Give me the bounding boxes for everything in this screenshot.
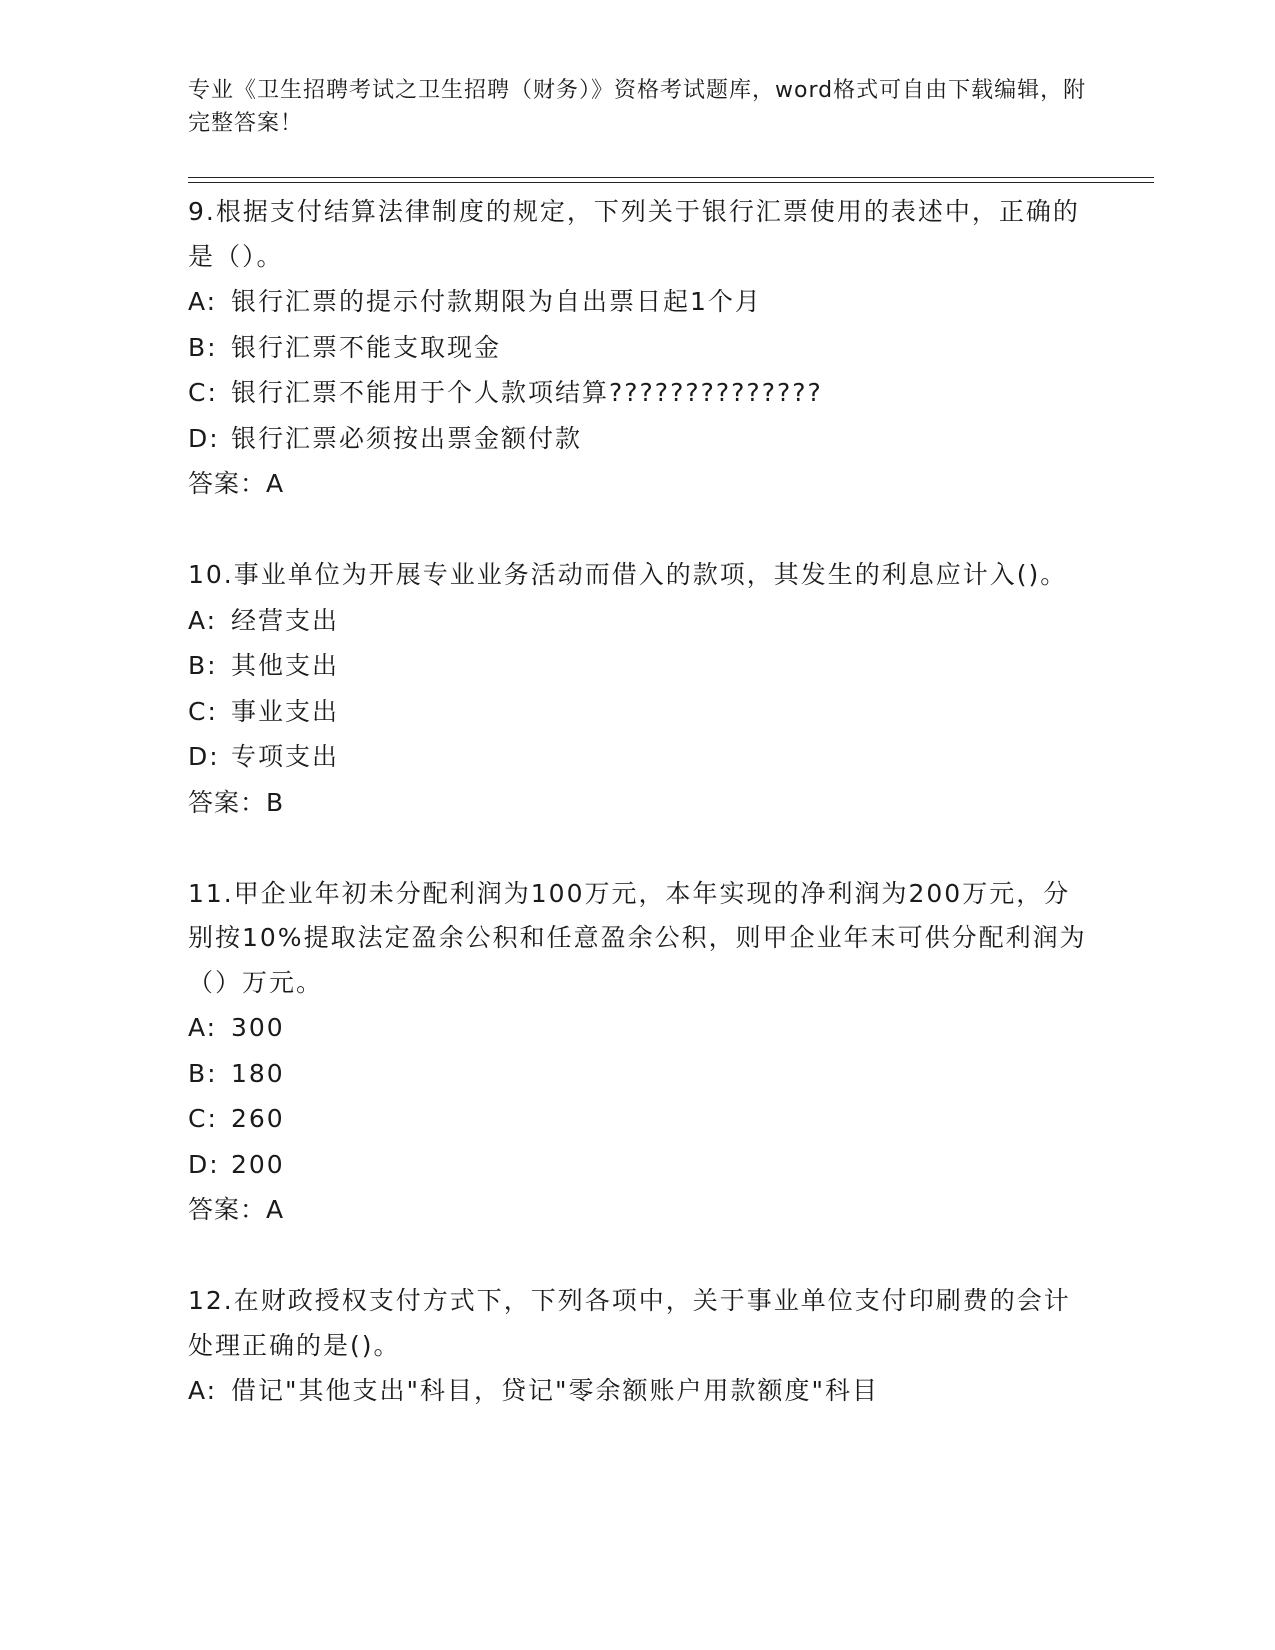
question-12 bbox=[188, 1279, 1088, 1414]
option-letter: D: bbox=[188, 1149, 220, 1179]
option-letter: A: bbox=[188, 1013, 218, 1042]
option-d bbox=[188, 734, 1088, 780]
option-letter: C: bbox=[188, 696, 218, 726]
option-b bbox=[188, 1051, 1088, 1097]
option-text: 银行汇票不能用于个人款项结算?????????????? bbox=[231, 378, 823, 407]
answer-line: 答案：A bbox=[188, 1195, 285, 1224]
question-10 bbox=[188, 553, 1088, 825]
option-text: 260 bbox=[231, 1104, 285, 1133]
option-text: 银行汇票必须按出票金额付款 bbox=[231, 423, 583, 453]
option-d bbox=[188, 416, 1088, 462]
option-text: 专项支出 bbox=[231, 742, 340, 771]
header-divider-top bbox=[188, 177, 1154, 178]
question-stem: 11.甲企业年初未分配利润为100万元，本年实现的净利润为200万元，分别按10%提取法定盈余公积和任意盈余公积，则甲企业年末可供分配利润为（）万元。 bbox=[188, 878, 1087, 997]
option-a bbox=[188, 1005, 1088, 1051]
option-text: 银行汇票的提示付款期限为自出票日起1个月 bbox=[231, 287, 762, 316]
option-c bbox=[188, 689, 1088, 735]
option-text: 180 bbox=[231, 1058, 285, 1088]
document-header bbox=[188, 74, 1088, 140]
option-letter: B: bbox=[188, 651, 218, 680]
option-a bbox=[188, 1368, 1088, 1414]
answer-line: 答案：A bbox=[188, 469, 285, 498]
option-letter: B: bbox=[188, 332, 218, 362]
option-text: 经营支出 bbox=[231, 605, 340, 635]
option-d bbox=[188, 1142, 1088, 1188]
option-letter: B: bbox=[188, 1058, 218, 1088]
header-title: 专业《卫生招聘考试之卫生招聘（财务）》资格考试题库，word格式可自由下载编辑，附完整答案！ bbox=[188, 78, 1087, 136]
question-stem: 10.事业单位为开展专业业务活动而借入的款项，其发生的利息应计入()。 bbox=[188, 560, 1068, 589]
option-c bbox=[188, 1096, 1088, 1142]
option-text: 300 bbox=[231, 1013, 285, 1042]
option-text: 其他支出 bbox=[231, 651, 340, 680]
question-stem: 12.在财政授权支付方式下，下列各项中，关于事业单位支付印刷费的会计处理正确的是()。 bbox=[188, 1286, 1071, 1360]
option-letter: A: bbox=[188, 1376, 218, 1405]
answer-line: 答案：B bbox=[188, 787, 285, 817]
option-c bbox=[188, 370, 1088, 416]
option-a bbox=[188, 598, 1088, 644]
option-b bbox=[188, 643, 1088, 689]
option-letter: A: bbox=[188, 605, 218, 635]
option-letter: C: bbox=[188, 378, 218, 407]
question-9 bbox=[188, 190, 1088, 506]
header-divider-bottom bbox=[188, 182, 1154, 183]
option-letter: D: bbox=[188, 423, 220, 453]
question-stem: 9.根据支付结算法律制度的规定，下列关于银行汇票使用的表述中，正确的是（）。 bbox=[188, 197, 1080, 271]
option-text: 200 bbox=[231, 1149, 285, 1179]
question-list bbox=[188, 190, 1088, 1461]
question-11 bbox=[188, 872, 1088, 1233]
option-text: 事业支出 bbox=[231, 696, 340, 726]
option-letter: A: bbox=[188, 287, 218, 316]
option-text: 银行汇票不能支取现金 bbox=[231, 332, 502, 362]
option-b bbox=[188, 325, 1088, 371]
option-letter: D: bbox=[188, 742, 220, 771]
option-text: 借记"其他支出"科目，贷记"零余额账户用款额度"科目 bbox=[231, 1376, 879, 1405]
option-a bbox=[188, 279, 1088, 325]
option-letter: C: bbox=[188, 1104, 218, 1133]
